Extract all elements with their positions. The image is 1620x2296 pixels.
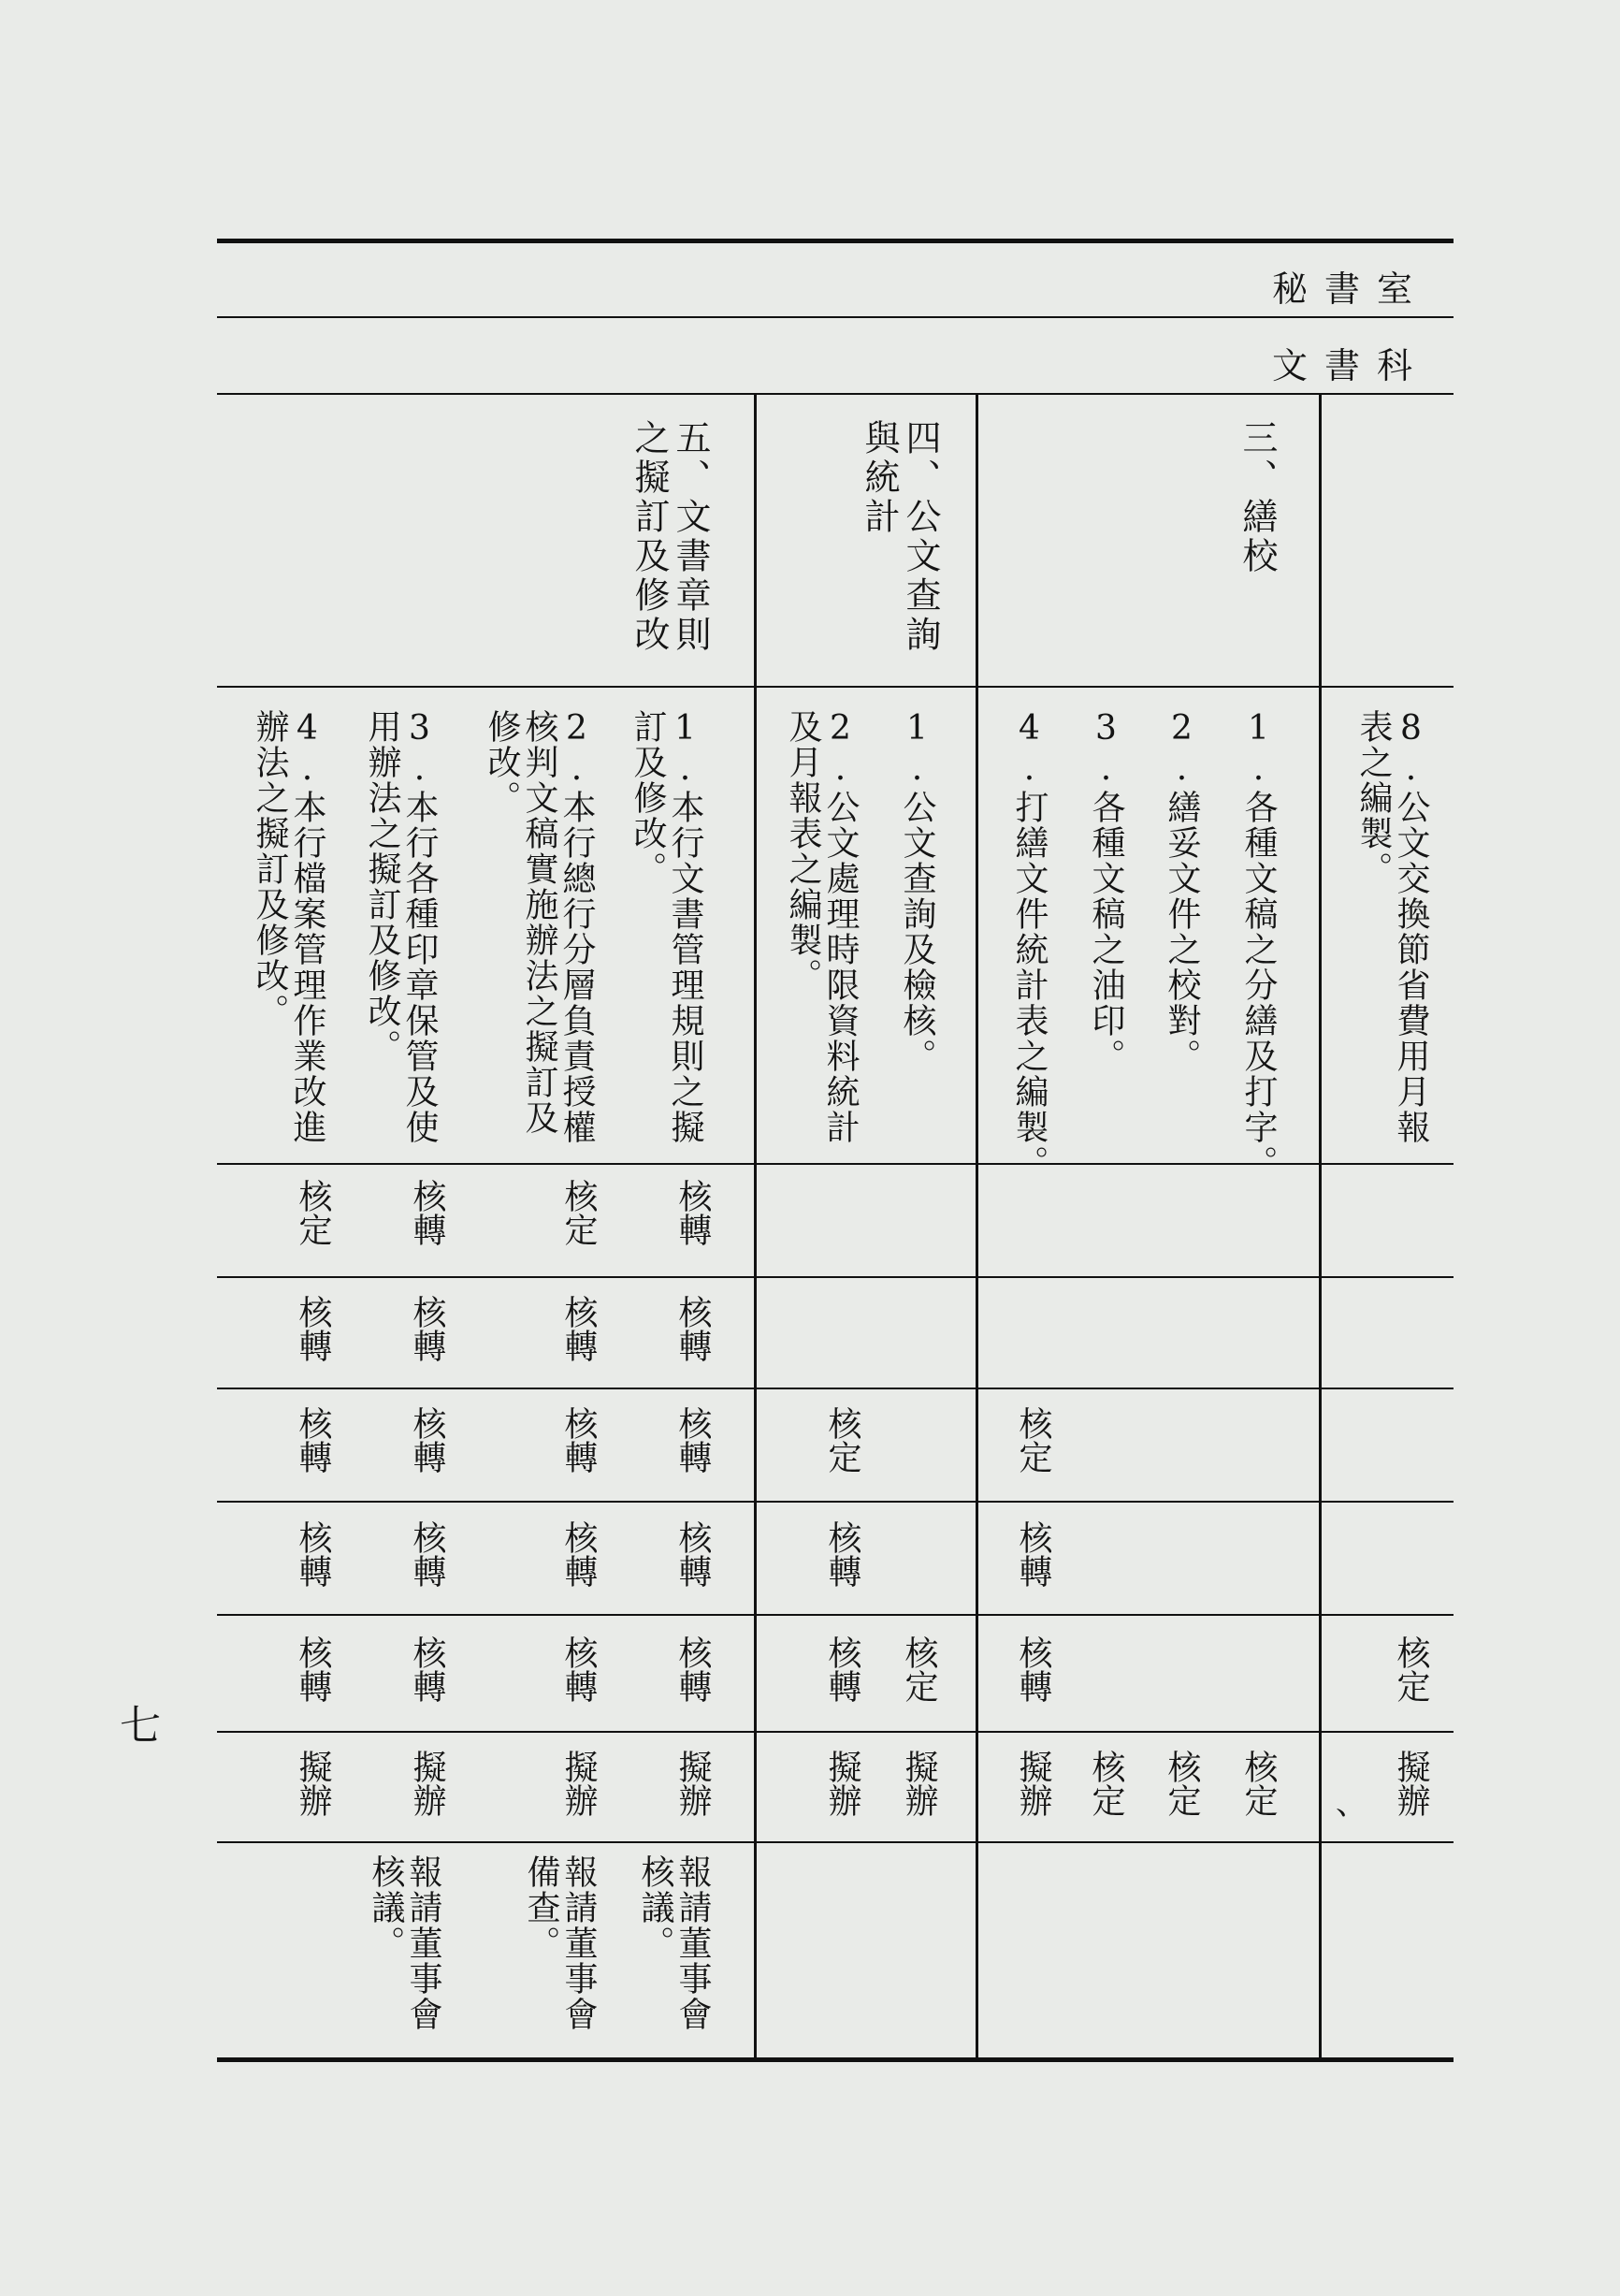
stray-mark: 、 — [1336, 1785, 1367, 1823]
note-item-5-2: 報請董事會備查。 — [522, 1854, 598, 2032]
mark-r6-c3-8: 擬辦 — [1392, 1750, 1430, 1817]
mark-r5-c5-1: 核轉 — [673, 1635, 712, 1703]
office-rule — [217, 316, 1454, 318]
mark-r2-c5-1: 核轉 — [673, 1295, 712, 1362]
mark-r3-c4: 核定 — [823, 1406, 861, 1474]
mark-r3-c5-4: 核轉 — [294, 1406, 332, 1474]
office-title: 秘書室 — [1272, 269, 1430, 310]
item-4-1: 1.公文查詢及檢核。 — [898, 709, 936, 1074]
item-5-1: 1.本行文書管理規則之擬訂及修改。 — [629, 709, 704, 1145]
bottom-rule — [217, 2057, 1454, 2062]
mark-r4-c4: 核轉 — [823, 1520, 861, 1588]
mark-r6-c3-2: 核定 — [1163, 1750, 1201, 1817]
mark-r2-c5-3: 核轉 — [408, 1295, 446, 1362]
item-5-2: 2.本行總行分層負責授權核判文稿實施辦法之擬訂及修改。 — [483, 709, 596, 1145]
mark-r6-c5-1: 擬辦 — [673, 1750, 712, 1817]
mark-r1-c5-2: 核定 — [559, 1179, 598, 1246]
mark-r4-c5-1: 核轉 — [673, 1520, 712, 1588]
mark-r6-c4-2: 擬辦 — [823, 1750, 861, 1817]
row-rule-5 — [217, 1614, 1454, 1616]
row-rule-2 — [217, 1276, 1454, 1278]
mark-r3-c5-3: 核轉 — [408, 1406, 446, 1474]
mark-r6-c4-1: 擬辦 — [900, 1750, 938, 1817]
mark-r6-c5-4: 擬辦 — [294, 1750, 332, 1817]
item-3-1: 1.各種文稿之分繕及打字。 — [1239, 709, 1278, 1181]
item-3-2: 2.繕妥文件之校對。 — [1163, 709, 1201, 1074]
mark-r1-c5-1: 核轉 — [673, 1179, 712, 1246]
item-3-3: 3.各種文稿之油印。 — [1087, 709, 1125, 1074]
row-rule-4 — [217, 1501, 1454, 1503]
mark-r4-c5-2: 核轉 — [559, 1520, 598, 1588]
col-divider-2 — [976, 393, 978, 2058]
task-row-rule — [217, 686, 1454, 688]
mark-r6-c5-3: 擬辦 — [408, 1750, 446, 1817]
mark-r5-c4-2: 核轉 — [823, 1635, 861, 1703]
mark-r3-c5-1: 核轉 — [673, 1406, 712, 1474]
page-number: 七 — [120, 1702, 161, 1750]
mark-r6-c5-2: 擬辦 — [559, 1750, 598, 1817]
item-3-4: 4.打繕文件統計表之編製。 — [1010, 709, 1049, 1181]
mark-r5-c3: 核轉 — [1014, 1635, 1052, 1703]
mark-r6-c3-3: 核定 — [1087, 1750, 1125, 1817]
row-rule-3 — [217, 1388, 1454, 1389]
item-5-4: 4.本行檔案管理作業改進辦法之擬訂及修改。 — [251, 709, 326, 1145]
task-label-5 — [629, 419, 711, 672]
mark-r4-c3: 核轉 — [1014, 1520, 1052, 1588]
mark-r6-c3-1: 核定 — [1239, 1750, 1278, 1817]
mark-r5-c5-2: 核轉 — [559, 1635, 598, 1703]
mark-r2-c5-4: 核轉 — [294, 1295, 332, 1362]
col-divider-1 — [1319, 393, 1322, 2058]
item-5-3: 3.本行各種印章保管及使用辦法之擬訂及修改。 — [363, 709, 439, 1145]
mark-r6-c3-4: 擬辦 — [1014, 1750, 1052, 1817]
task-label-4-text: 四、公文查詢與統計 — [859, 419, 941, 655]
mark-r3-c3: 核定 — [1014, 1406, 1052, 1474]
col-divider-3 — [754, 393, 757, 2058]
note-item-5-3: 報請董事會核議。 — [367, 1854, 442, 2032]
mark-r5-c5-4: 核轉 — [294, 1635, 332, 1703]
mark-r3-c5-2: 核轉 — [559, 1406, 598, 1474]
item-3-8: 8.公文交換節省費用月報表之編製。 — [1354, 709, 1430, 1145]
task-label-5-text: 五、文書章則之擬訂及修改 — [629, 419, 711, 655]
note-item-5-1: 報請董事會核議。 — [636, 1854, 712, 2032]
task-label-4 — [859, 419, 941, 672]
mark-r5-c4-1: 核定 — [900, 1635, 938, 1703]
section-title: 文書科 — [1272, 345, 1430, 386]
item-4-2: 2.公文處理時限資料統計及月報表之編製。 — [784, 709, 860, 1145]
row-rule-7 — [217, 1841, 1454, 1843]
top-rule — [217, 239, 1454, 243]
row-rule-6 — [217, 1731, 1454, 1733]
mark-r5-c5-3: 核轉 — [408, 1635, 446, 1703]
task-label-3: 三、繕校 — [1237, 419, 1278, 576]
mark-r4-c5-4: 核轉 — [294, 1520, 332, 1588]
mark-r5-c3-8: 核定 — [1392, 1635, 1430, 1703]
mark-r2-c5-2: 核轉 — [559, 1295, 598, 1362]
mark-r4-c5-3: 核轉 — [408, 1520, 446, 1588]
mark-r1-c5-4: 核定 — [294, 1179, 332, 1246]
section-rule — [217, 393, 1454, 395]
mark-r1-c5-3: 核轉 — [408, 1179, 446, 1246]
